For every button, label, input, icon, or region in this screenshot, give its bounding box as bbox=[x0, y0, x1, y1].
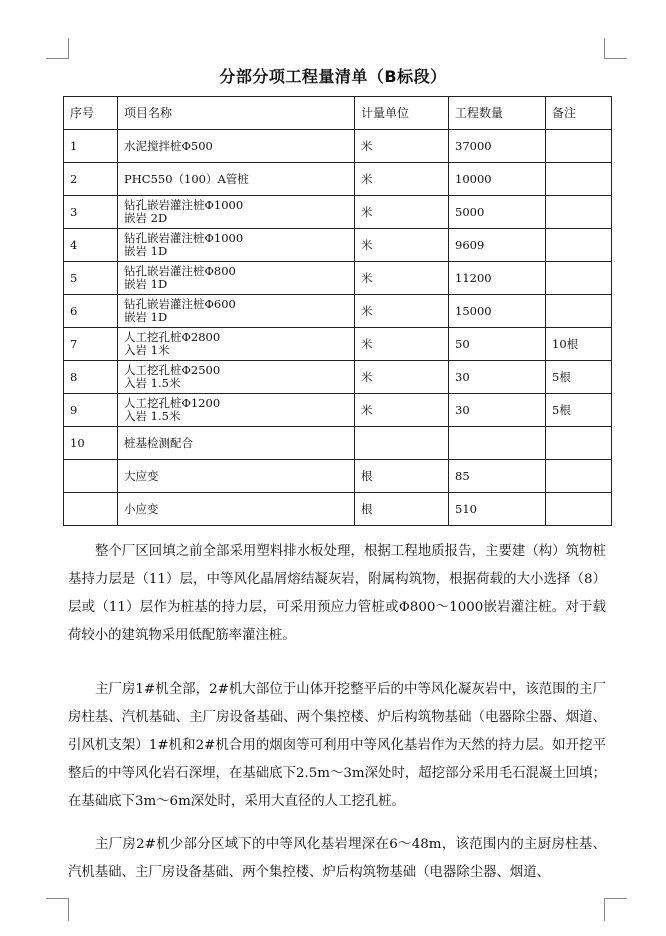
cell-item-name bbox=[118, 427, 355, 460]
cell-unit: 米 bbox=[355, 163, 449, 196]
table-row bbox=[64, 361, 612, 394]
cell-unit: 米 bbox=[355, 361, 449, 394]
item-name-line2: 嵌岩 1D bbox=[124, 277, 168, 291]
item-name-line1: 钻孔嵌岩灌注桩Φ600 bbox=[124, 297, 236, 311]
cell-item-name bbox=[118, 196, 355, 229]
cell-no bbox=[64, 460, 118, 493]
cell-remarks bbox=[546, 295, 612, 328]
cell-remarks bbox=[546, 493, 612, 526]
item-name-line2: 入岩 1.5米 bbox=[124, 376, 181, 390]
cell-unit bbox=[355, 427, 449, 460]
paragraph-foundation-treatment: 整个厂区回填之前全部采用塑料排水板处理，根据工程地质报告，主要建（构）筑物桩基持力层是（11）层，中等风化晶屑熔结凝灰岩，附属构筑物，根据荷载的大小选择（8）层或（11）层作为桩基的持力层，可采用预应力管桩或Φ800～1000嵌岩灌注桩。对于载荷较小的建筑物采用低配筋率灌注桩。 bbox=[68, 544, 606, 643]
item-name-line2: 嵌岩 1D bbox=[124, 310, 168, 324]
cell-quantity: 10000 bbox=[449, 163, 546, 196]
table-row bbox=[64, 427, 612, 460]
cell-no: 10 bbox=[64, 427, 118, 460]
cell-unit: 米 bbox=[355, 196, 449, 229]
header-quantity: 工程数量 bbox=[449, 97, 546, 130]
cell-remarks: 5根 bbox=[546, 361, 612, 394]
table-row bbox=[64, 196, 612, 229]
item-name-line1: 钻孔嵌岩灌注桩Φ800 bbox=[124, 264, 236, 278]
cell-remarks bbox=[546, 196, 612, 229]
item-name-line2: 嵌岩 2D bbox=[124, 211, 168, 225]
cell-item-name bbox=[118, 460, 355, 493]
cell-quantity: 30 bbox=[449, 361, 546, 394]
cell-no: 3 bbox=[64, 196, 118, 229]
table-row bbox=[64, 295, 612, 328]
cell-remarks: 5根 bbox=[546, 394, 612, 427]
crop-mark-top-left bbox=[46, 38, 69, 59]
cell-unit: 米 bbox=[355, 295, 449, 328]
cell-no: 1 bbox=[64, 130, 118, 163]
cell-unit: 米 bbox=[355, 394, 449, 427]
cell-no: 5 bbox=[64, 262, 118, 295]
table-row bbox=[64, 493, 612, 526]
document-title: 分部分项工程量清单（B标段） bbox=[219, 67, 447, 86]
cell-unit: 米 bbox=[355, 229, 449, 262]
header-unit: 计量单位 bbox=[355, 97, 449, 130]
cell-quantity: 30 bbox=[449, 394, 546, 427]
cell-quantity: 50 bbox=[449, 328, 546, 361]
cell-remarks: 10根 bbox=[546, 328, 612, 361]
item-name-line1: PHC550（100）A管桩 bbox=[124, 171, 249, 186]
item-name-line1: 大应变 bbox=[124, 468, 159, 483]
cell-no: 7 bbox=[64, 328, 118, 361]
item-name-line2: 嵌岩 1D bbox=[124, 244, 168, 258]
paragraph-unit1-foundation: 主厂房1#机全部，2#机大部位于山体开挖整平后的中等风化凝灰岩中，该范围的主厂房柱基、汽机基础、主厂房设备基础、两个集控楼、炉后构筑物基础（电器除尘器、烟道、引风机支架）1#机和2#机合用的烟囱等可利用中等风化基岩作为天然的持力层。如开挖平整后的中等风化岩石深埋，在基础底下2.5m～3m深处时，超挖部分采用毛石混凝土回填；在基础底下3m～6m深处时，采用大直径的人工挖孔桩。 bbox=[68, 682, 606, 809]
crop-mark-bottom-left bbox=[46, 898, 69, 921]
item-name-line1: 小应变 bbox=[124, 501, 159, 516]
table-header-row bbox=[64, 97, 612, 130]
item-name-line1: 钻孔嵌岩灌注桩Φ1000 bbox=[124, 198, 244, 212]
cell-remarks bbox=[546, 460, 612, 493]
cell-unit: 米 bbox=[355, 262, 449, 295]
header-remarks: 备注 bbox=[546, 97, 612, 130]
cell-quantity: 5000 bbox=[449, 196, 546, 229]
cell-quantity: 11200 bbox=[449, 262, 546, 295]
cell-unit: 根 bbox=[355, 493, 449, 526]
cell-item-name bbox=[118, 361, 355, 394]
item-name-line1: 人工挖孔桩Φ1200 bbox=[124, 396, 221, 410]
crop-mark-bottom-right bbox=[604, 898, 627, 921]
cell-no bbox=[64, 493, 118, 526]
cell-unit: 米 bbox=[355, 328, 449, 361]
cell-no: 6 bbox=[64, 295, 118, 328]
cell-remarks bbox=[546, 163, 612, 196]
cell-remarks bbox=[546, 130, 612, 163]
cell-quantity: 37000 bbox=[449, 130, 546, 163]
cell-no: 2 bbox=[64, 163, 118, 196]
cell-item-name bbox=[118, 493, 355, 526]
item-name-line1: 人工挖孔桩Φ2800 bbox=[124, 330, 221, 344]
header-no: 序号 bbox=[64, 97, 118, 130]
item-name-line2: 入岩 1米 bbox=[124, 343, 170, 357]
table-row bbox=[64, 394, 612, 427]
table-row bbox=[64, 328, 612, 361]
cell-item-name bbox=[118, 229, 355, 262]
cell-unit: 根 bbox=[355, 460, 449, 493]
header-item-name: 项目名称 bbox=[118, 97, 355, 130]
item-name-line2: 入岩 1.5米 bbox=[124, 409, 181, 423]
cell-unit: 米 bbox=[355, 130, 449, 163]
cell-quantity bbox=[449, 427, 546, 460]
crop-mark-top-right bbox=[604, 38, 627, 59]
cell-no: 4 bbox=[64, 229, 118, 262]
cell-item-name bbox=[118, 262, 355, 295]
cell-no: 9 bbox=[64, 394, 118, 427]
cell-remarks bbox=[546, 262, 612, 295]
item-name-line1: 人工挖孔桩Φ2500 bbox=[124, 363, 221, 377]
table-row bbox=[64, 460, 612, 493]
cell-no: 8 bbox=[64, 361, 118, 394]
paragraph-unit2-foundation: 主厂房2#机少部分区域下的中等风化基岩埋深在6～48m，该范围内的主厨房柱基、汽机基础、主厂房设备基础、两个集控楼、炉后构筑物基础（电器除尘器、烟道、 bbox=[68, 837, 606, 880]
item-name-line1: 桩基检测配合 bbox=[124, 435, 193, 450]
table-row bbox=[64, 163, 612, 196]
cell-remarks bbox=[546, 427, 612, 460]
table-row bbox=[64, 130, 612, 163]
cell-quantity: 9609 bbox=[449, 229, 546, 262]
cell-item-name bbox=[118, 328, 355, 361]
table-row bbox=[64, 262, 612, 295]
cell-quantity: 85 bbox=[449, 460, 546, 493]
cell-item-name bbox=[118, 163, 355, 196]
cell-item-name bbox=[118, 130, 355, 163]
cell-quantity: 510 bbox=[449, 493, 546, 526]
cell-item-name bbox=[118, 295, 355, 328]
cell-remarks bbox=[546, 229, 612, 262]
table-row bbox=[64, 229, 612, 262]
cell-quantity: 15000 bbox=[449, 295, 546, 328]
quantity-table bbox=[63, 96, 612, 526]
item-name-line1: 水泥搅拌桩Φ500 bbox=[124, 138, 213, 153]
cell-item-name bbox=[118, 394, 355, 427]
item-name-line1: 钻孔嵌岩灌注桩Φ1000 bbox=[124, 231, 244, 245]
